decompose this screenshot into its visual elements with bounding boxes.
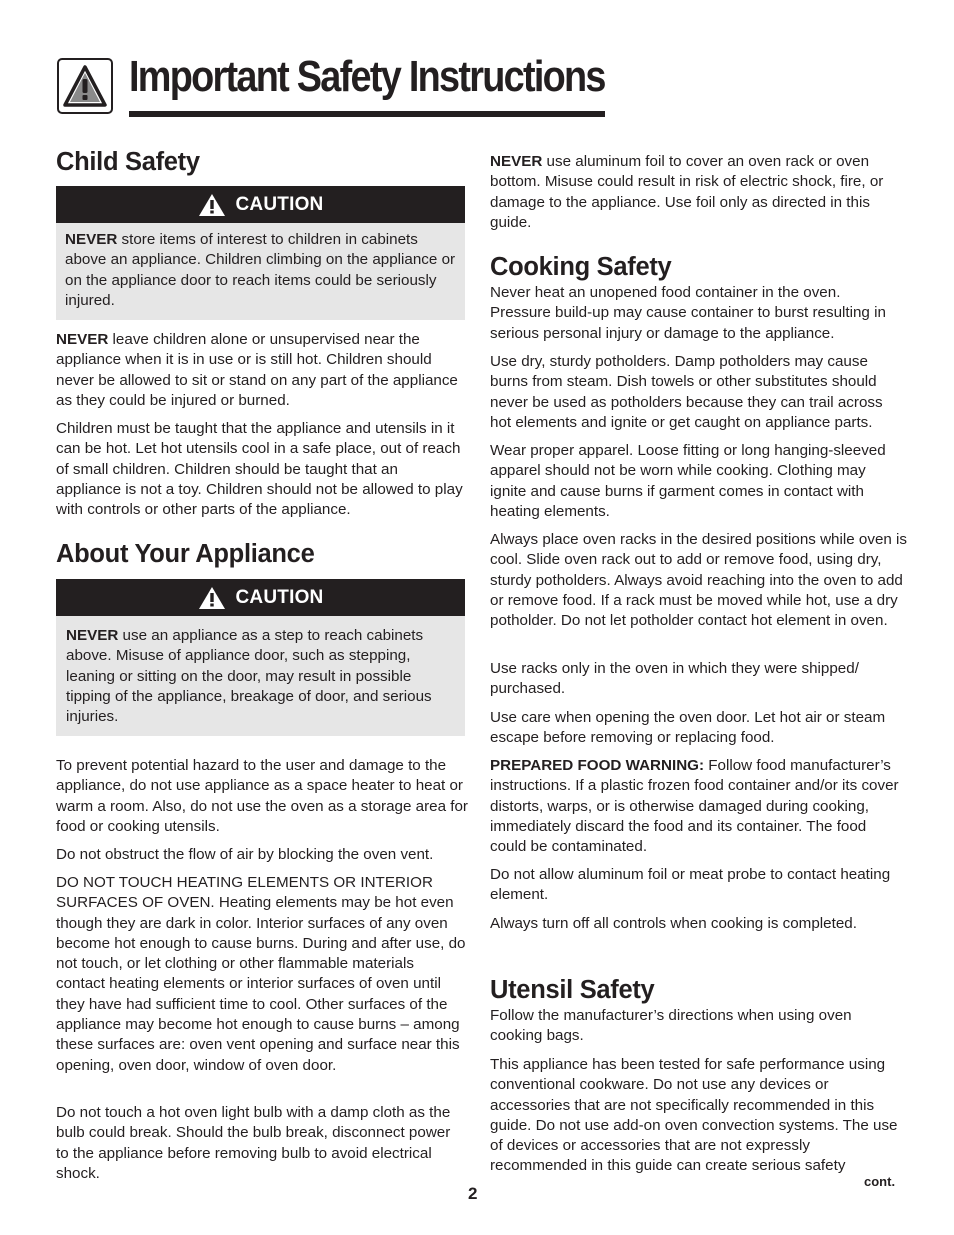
prepared-food-warning: PREPARED FOOD WARNING: Follow food manufacturer’s instructions. If a plastic frozen food container and/or its cover distorts, warps, or is otherwise damaged during cooking, immediately discard the food and its container. The food could be contaminated. (490, 757, 899, 856)
utensil-para-2: This appliance has been tested for safe performance using conventional cookware. Do not use any devices or accessories that are not specifically recommended in this guide. Do not use add-on oven convection systems. The use of devices or accessories that are not expressly recommended in this guide can create serious safety (490, 1056, 898, 1175)
caution-text: NEVER use an appliance as a step to reach cabinets above. Misuse of appliance door, such as stepping, leaning or sitting on the door, may result in possible tipping of the appliance, breakage of door, and serious injuries. (66, 627, 432, 726)
warning-icon (57, 58, 113, 114)
caution-text: NEVER store items of interest to children in cabinets above an appliance. Children climbing on the appliance or on the appliance door to reach items could be seriously injured. (65, 231, 456, 309)
cooking-para-1: Never heat an unopened food container in the oven. Pressure build-up may cause container to burst resulting in serious personal injury or damage to the appliance. (490, 284, 886, 342)
cooking-para-2: Use dry, sturdy potholders. Damp potholders may cause burns from steam. Dish towels or other substitutes should never be used as potholders because they can trail across hot elements and ignite or get caught on appliance parts. (490, 353, 883, 431)
utensil-safety-heading: Utensil Safety (490, 976, 655, 1004)
cooking-para-3: Wear proper apparel. Loose fitting or long hanging-sleeved apparel should not be worn while cooking. Clothing may ignite and cause burns if garment comes in contact with heating elements. (490, 442, 886, 520)
continued-marker: cont. (864, 1174, 896, 1189)
cooking-safety-heading: Cooking Safety (490, 253, 672, 281)
child-safety-para-1: NEVER leave children alone or unsupervised near the appliance when it is in use or is still hot. Children should never be allowed to sit or stand on any part of the appliance as they could be injured or burned. (56, 331, 458, 409)
caution-label: CAUTION (235, 193, 324, 215)
about-appliance-heading: About Your Appliance (56, 540, 315, 568)
about-para-4: Do not touch a hot oven light bulb with a damp cloth as the bulb could break. Should the bulb break, disconnect power to the appliance before removing bulb to avoid electrical shock. (56, 1104, 451, 1182)
about-appliance-caution-box (56, 579, 465, 736)
caution-label: CAUTION (235, 586, 324, 608)
foil-warning: NEVER use aluminum foil to cover an oven rack or oven bottom. Misuse could result in risk of electric shock, fire, or damage to the appliance. Use foil only as directed in this guide. (490, 153, 884, 231)
cooking-para-6: Use care when opening the oven door. Let hot air or steam escape before removing or replacing food. (490, 709, 886, 747)
about-para-1: To prevent potential hazard to the user and damage to the appliance, do not use appliance as a space heater to heat or warm a room. Also, do not use the oven as a storage area for food or cooking utensils. (56, 757, 468, 835)
caution-banner (56, 579, 465, 616)
about-para-2: Do not obstruct the flow of air by blocking the oven vent. (56, 846, 434, 863)
title-underline (129, 111, 605, 117)
child-safety-caution-box (56, 186, 465, 320)
utensil-para-1: Follow the manufacturer’s directions when using oven cooking bags. (490, 1007, 852, 1045)
child-safety-heading: Child Safety (56, 148, 200, 176)
caution-banner (56, 186, 465, 223)
page-number: 2 (468, 1184, 478, 1203)
caution-triangle-icon (198, 586, 226, 610)
page-title: Important Safety Instructions (129, 52, 605, 101)
caution-triangle-icon (198, 193, 226, 217)
cooking-para-8: Do not allow aluminum foil or meat probe to contact heating element. (490, 866, 891, 904)
cooking-para-4: Always place oven racks in the desired positions while oven is cool. Slide oven rack out to add or remove food, using dry, sturdy potholders. Always avoid reaching into the oven to add or remove food. If a rack must be moved while hot, use a dry potholder. Do not let potholder contact hot element in oven. (490, 531, 908, 630)
child-safety-para-2: Children must be taught that the appliance and utensils in it can be hot. Let hot utensils cool in a safe place, out of reach of small children. Children should be taught that an appliance is not a toy. Children should not be allowed to play with controls or other parts of the appliance. (56, 420, 463, 519)
cooking-para-5: Use racks only in the oven in which they were shipped/ purchased. (490, 660, 859, 698)
page-header (57, 50, 605, 118)
about-para-3: DO NOT TOUCH HEATING ELEMENTS OR INTERIOR SURFACES OF OVEN. Heating elements may be hot even though they are dark in color. Interior surfaces of any oven become hot enough to cause burns. During and after use, do not touch, or let clothing or other flammable materials contact heating elements or interior surfaces of oven until they have had sufficient time to cool. Other surfaces of the appliance may become hot enough to cause burns – among these surfaces are: oven vent opening and surface near this opening, oven door, window of oven door. (56, 874, 466, 1074)
cooking-para-9: Always turn off all controls when cooking is completed. (490, 915, 857, 932)
